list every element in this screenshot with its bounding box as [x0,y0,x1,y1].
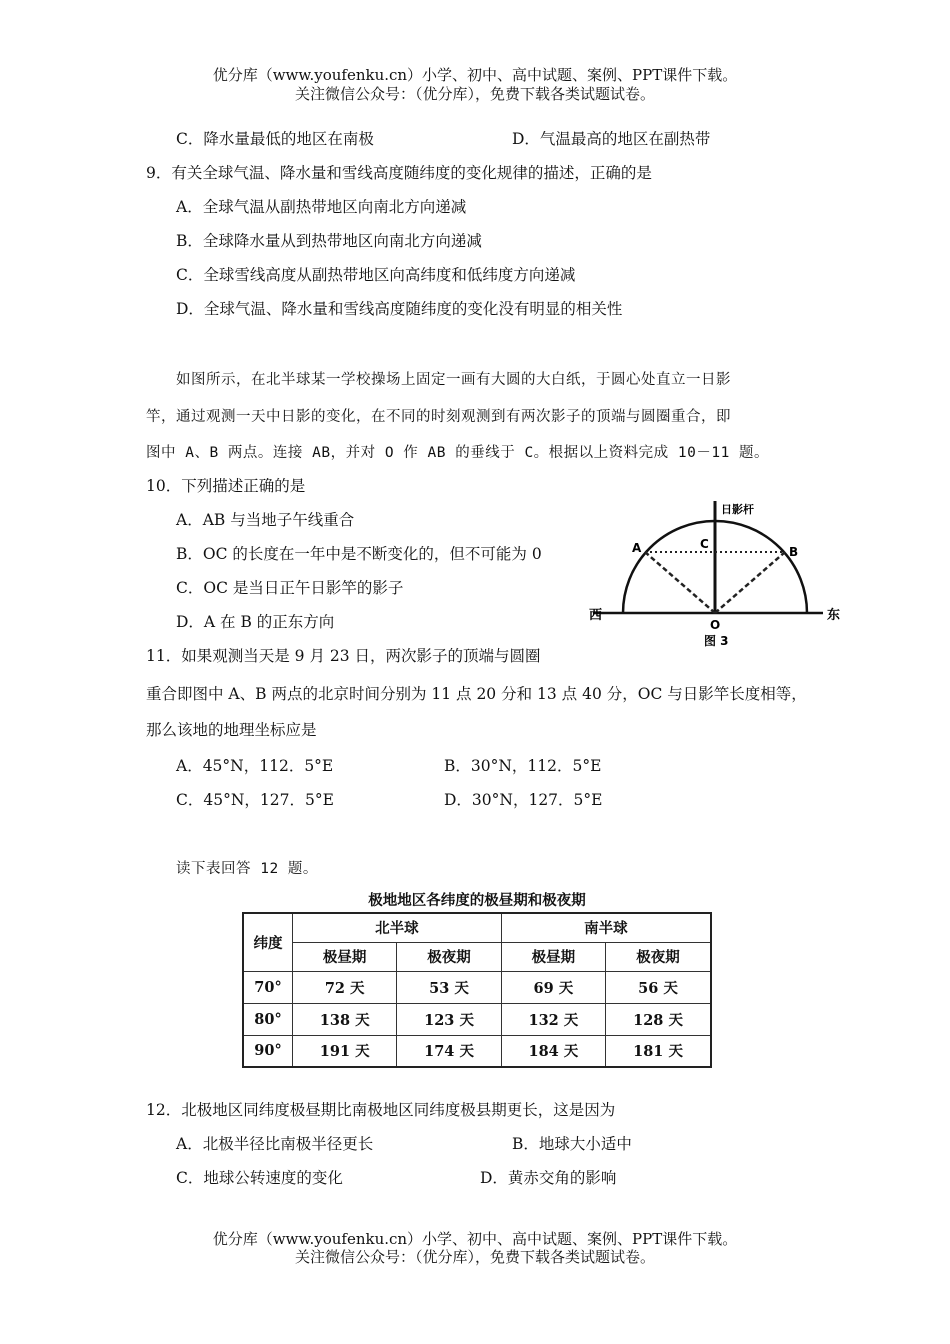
q12-intro: 读下表回答 12 题。 [176,861,318,877]
q11-option-b: B．30°N，112．5°E [444,757,602,775]
passage-line-2: 竿，通过观测一天中日影的变化，在不同的时刻观测到有两次影子的顶端与圆圈重合，即 [146,409,731,425]
q9-option-b: B．全球降水量从到热带地区向南北方向递减 [176,232,482,250]
q11-stem-line-3: 那么该地的地理坐标应是 [146,721,317,739]
cell-north-night: 174 天 [397,1035,501,1067]
q12-option-c: C．地球公转速度的变化 [176,1169,343,1187]
q12-option-a: A．北极半径比南极半径更长 [176,1135,374,1153]
q10-option-d: D．A 在 B 的正东方向 [176,613,335,631]
cell-south-night: 56 天 [606,971,711,1003]
passage-line-3: 图中 A、B 两点。连接 AB，并对 O 作 AB 的垂线于 C。根据以上资料完成 10－11 题。 [146,445,770,461]
cell-north-night: 53 天 [397,971,501,1003]
south-day-header: 极昼期 [501,942,605,971]
header-line-1: 优分库（www.youfenku.cn）小学、初中、高中试题、案例、PPT课件下载。 [212,66,738,84]
cell-south-day: 132 天 [501,1003,605,1035]
q9-option-d: D．全球气温、降水量和雪线高度随纬度的变化没有明显的相关性 [176,300,623,318]
west-label: 西 [589,608,603,623]
q10-stem: 10．下列描述正确的是 [146,477,306,495]
table-row [243,971,711,1003]
north-night-header: 极夜期 [397,942,501,971]
figure-3-shadow-diagram [585,495,850,655]
header-line-2: 关注微信公众号：（优分库），免费下载各类试题试卷。 [294,85,655,103]
cell-north-day: 191 天 [293,1035,397,1067]
cell-north-day: 138 天 [293,1003,397,1035]
cell-south-night: 128 天 [606,1003,711,1035]
north-day-header: 极昼期 [293,942,397,971]
cell-south-day: 184 天 [501,1035,605,1067]
pole-label: 日影杆 [721,503,754,516]
table-row [243,1035,711,1067]
table-title: 极地地区各纬度的极昼期和极夜期 [368,892,586,909]
point-o-label: O [710,618,721,632]
table-row [243,1003,711,1035]
cell-south-day: 69 天 [501,971,605,1003]
line-ob [715,552,785,613]
q10-option-c: C．OC 是当日正午日影竿的影子 [176,579,404,597]
line-oa [645,552,715,613]
north-hemisphere-header: 北半球 [293,913,502,942]
cell-south-night: 181 天 [606,1035,711,1067]
footer-line-1: 优分库（www.youfenku.cn）小学、初中、高中试题、案例、PPT课件下载。 [212,1230,738,1248]
q10-option-a: A．AB 与当地子午线重合 [176,511,355,529]
south-night-header: 极夜期 [606,942,711,971]
row-lat: 80° [243,1003,293,1035]
q9-option-c: C．全球雪线高度从副热带地区向高纬度和低纬度方向递减 [176,266,576,284]
q11-stem-line-2: 重合即图中 A、B 两点的北京时间分别为 11 点 20 分和 13 点 40 分，OC 与日影竿长度相等， [146,685,807,703]
q12-option-b: B．地球大小适中 [512,1135,632,1153]
south-hemisphere-header: 南半球 [501,913,711,942]
q12-stem: 12．北极地区同纬度极昼期比南极地区同纬度极县期更长，这是因为 [146,1101,616,1119]
passage-line-1: 如图所示，在北半球某一学校操场上固定一画有大圆的大白纸，于圆心处直立一日影 [176,372,731,388]
q11-option-a: A．45°N，112．5°E [176,757,334,775]
footer-line-2: 关注微信公众号：（优分库），免费下载各类试题试卷。 [294,1248,655,1266]
east-label: 东 [827,608,841,623]
row-lat: 90° [243,1035,293,1067]
cell-north-day: 72 天 [293,971,397,1003]
cell-north-night: 123 天 [397,1003,501,1035]
q12-option-d: D．黄赤交角的影响 [480,1169,617,1187]
q11-option-d: D．30°N，127．5°E [444,791,603,809]
q8-option-c: C．降水量最低的地区在南极 [176,130,374,148]
q11-stem-line-1: 11．如果观测当天是 9 月 23 日，两次影子的顶端与圆圈 [146,647,541,665]
q9-option-a: A．全球气温从副热带地区向南北方向递减 [176,198,467,216]
q9-stem: 9．有关全球气温、降水量和雪线高度随纬度的变化规律的描述，正确的是 [146,164,652,182]
polar-day-night-table [242,912,712,1068]
point-c-label: C [700,537,709,551]
point-a-label: A [632,541,642,555]
figure-caption: 图 3 [704,634,729,648]
q11-option-c: C．45°N，127．5°E [176,791,334,809]
lat-header: 纬度 [243,913,293,971]
point-b-label: B [789,545,799,559]
q8-option-d: D．气温最高的地区在副热带 [512,130,711,148]
q10-option-b: B．OC 的长度在一年中是不断变化的，但不可能为 0 [176,545,542,563]
row-lat: 70° [243,971,293,1003]
